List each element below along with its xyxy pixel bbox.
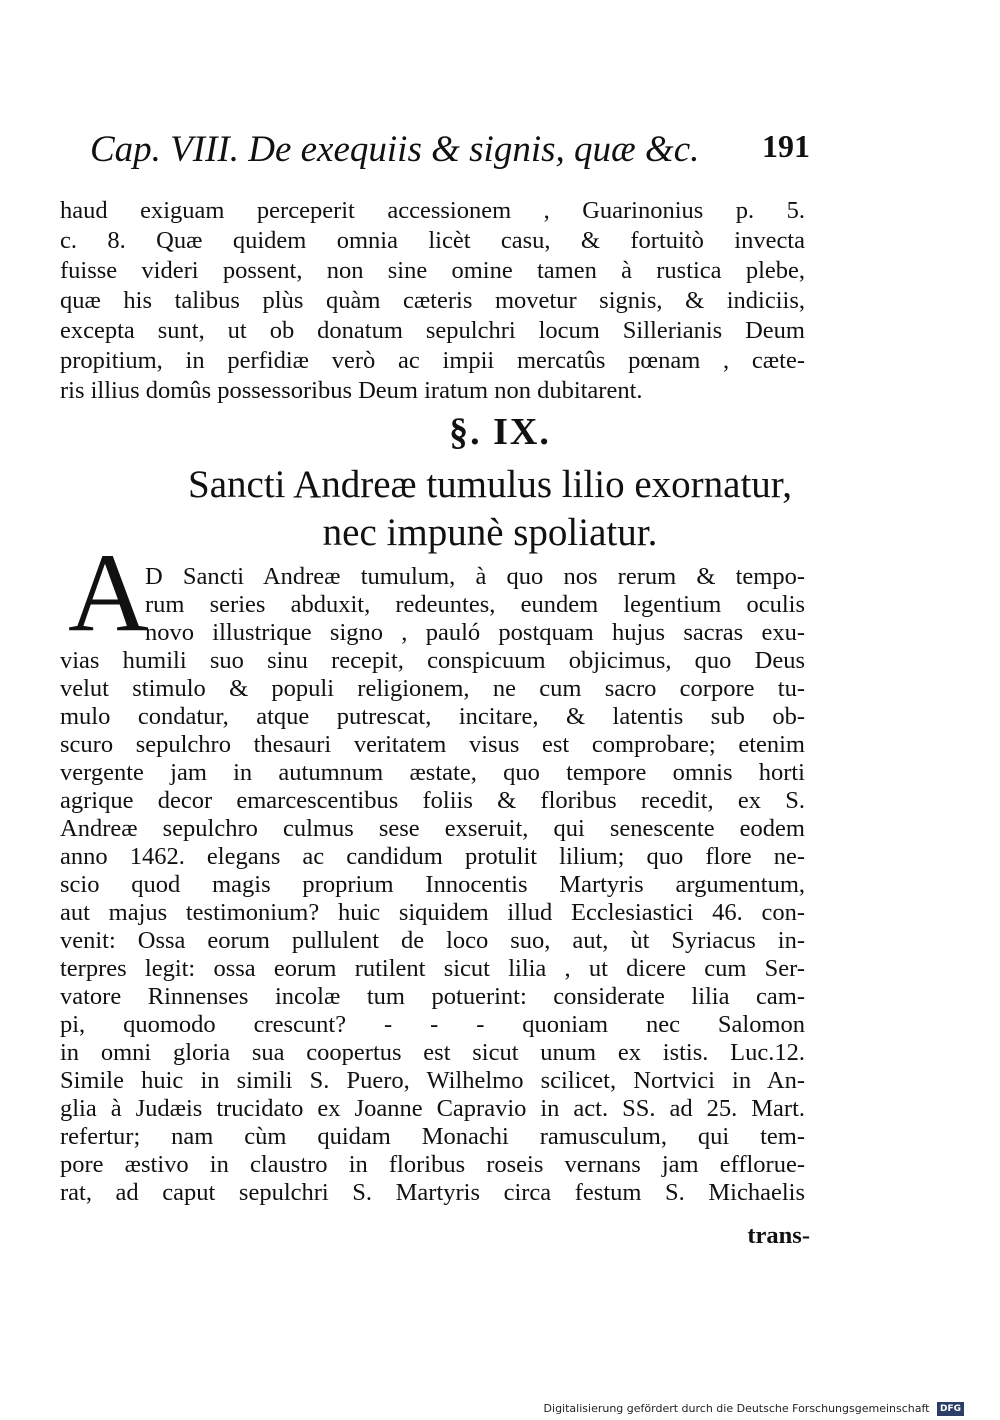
text-line: pi, quomodo crescunt? - - - quoniam nec Salomon [60, 1011, 805, 1038]
section-heading-line: Sancti Andreæ tumulus lilio exornatur, [188, 463, 792, 506]
text-line: D Sancti Andreæ tumulum, à quo nos rerum & tempo- [145, 563, 805, 590]
text-line: Simile huic in simili S. Puero, Wilhelmo scilicet, Nortvici in An- [60, 1067, 805, 1094]
text-line: scuro sepulchro thesauri veritatem visus est comprobare; etenim [60, 731, 805, 758]
text-line: agrique decor emarcescentibus foliis & floribus recedit, ex S. [60, 787, 805, 814]
section-heading-line: nec impunè spoliatur. [322, 511, 658, 554]
dfg-logo: DFG [937, 1402, 964, 1416]
text-line: vergente jam in autumnum æstate, quo tempore omnis horti [60, 759, 805, 786]
digitization-credit [544, 1400, 964, 1418]
text-line: rat, ad caput sepulchri S. Martyris circa festum S. Michaelis [60, 1179, 805, 1206]
drop-cap: A [68, 531, 149, 655]
text-line: pore æstivo in claustro in floribus roseis vernans jam effloruе- [60, 1151, 805, 1178]
text-line: vias humili suo sinu recepit, conspicuum objicimus, quo Deus [60, 647, 805, 674]
text-line: aut majus testimonium? huic siquidem illud Ecclesiastici 46. con- [60, 899, 805, 926]
text-line: fuisse videri possent, non sine omine tamen à rustica plebe, [60, 257, 805, 284]
running-head-title: Cap. VIII. De exequiis & signis, quæ &c. [90, 129, 700, 170]
text-line: rum series abduxit, redeuntes, eundem legentium oculis [145, 591, 805, 618]
text-line: novo illustrique signo , pauló postquam hujus sacras exu- [145, 619, 805, 646]
credit-text: Digitalisierung gefördert durch die Deutsche Forschungsgemeinschaft [543, 1402, 930, 1415]
text-line: excepta sunt, ut ob donatum sepulchri locum Sillerianis Deum [60, 317, 805, 344]
text-line: refertur; nam cùm quidam Monachi ramusculum, qui tem- [60, 1123, 805, 1150]
text-line: haud exiguam perceperit accessionem , Guarinonius p. 5. [60, 197, 805, 224]
text-line: c. 8. Quæ quidem omnia licèt casu, & fortuitò invecta [60, 227, 805, 254]
text-line: quæ his talibus plùs quàm cæteris movetur signis, & indiciis, [60, 287, 805, 314]
text-line: glia à Judæis trucidato ex Joanne Capravio in act. SS. ad 25. Mart. [60, 1095, 805, 1122]
text-line: velut stimulo & populi religionem, ne cum sacro corpore tu- [60, 675, 805, 702]
text-line: Andreæ sepulchro culmus sese exseruit, qui senescente eodem [60, 815, 805, 842]
running-head [90, 128, 810, 178]
text-line: anno 1462. elegans ac candidum protulit lilium; quo flore ne- [60, 843, 805, 870]
section-number: §. IX. [449, 411, 551, 453]
text-line: scio quod magis proprium Innocentis Martyris argumentum, [60, 871, 805, 898]
text-line: in omni gloria sua coopertus est sicut unum ex istis. Luc.12. [60, 1039, 805, 1066]
text-line: vatore Rinnenses incolæ tum potuerint: considerate lilia cam- [60, 983, 805, 1010]
text-line: terpres legit: ossa eorum rutilent sicut lilia , ut dicere cum Ser- [60, 955, 805, 982]
catchword: trans- [747, 1222, 810, 1249]
page-number: 191 [762, 128, 810, 164]
text-line: venit: Ossa eorum pullulent de loco suo, aut, ùt Syriacus in- [60, 927, 805, 954]
text-line: mulo condatur, atque putrescat, incitare, & latentis sub ob- [60, 703, 805, 730]
text-line: propitium, in perfidiæ verò ac impii mercatûs pœnam , cæte- [60, 347, 805, 374]
text-line: ris illius domûs possessoribus Deum iratum non dubitarent. [60, 377, 643, 404]
